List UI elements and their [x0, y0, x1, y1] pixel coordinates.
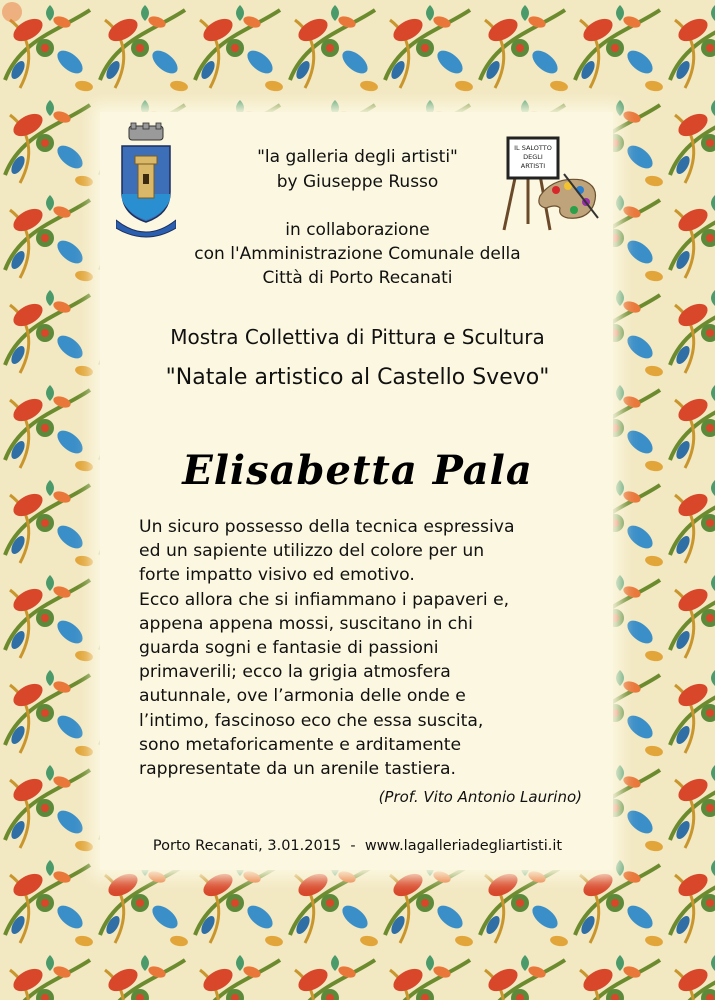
collaboration-line-3: Città di Porto Recanati	[262, 268, 453, 288]
exhibition-type: Mostra Collettiva di Pittura e Scultura	[170, 325, 545, 349]
collaboration-line-1: in collaborazione	[285, 220, 430, 240]
review-line: primaverili; ecco la grigia atmosfera	[139, 662, 451, 683]
gallery-name: "la galleria degli artisti"	[257, 147, 458, 167]
review-line: sono metaforicamente e arditamente	[139, 734, 462, 755]
review-line: rappresentate da un arenile tastiera.	[139, 759, 456, 780]
review-text	[139, 515, 609, 781]
review-line: Un sicuro possesso della tecnica espressiva	[139, 517, 515, 537]
review-line: Ecco allora che si infiammano i papaveri e,	[139, 589, 510, 610]
review-line: autunnale, ove l’armonia delle onde e	[139, 686, 466, 707]
exhibition-name: "Natale artistico al Castello Svevo"	[165, 365, 550, 390]
review-line: ed un sapiente utilizzo del colore per un	[139, 541, 485, 562]
easel-sign-line-2: DEGLI	[523, 153, 543, 161]
review-line: forte impatto visivo ed emotivo.	[139, 565, 415, 586]
artist-name: Elisabetta Pala	[182, 447, 533, 494]
easel-sign-line-3: ARTISTI	[520, 162, 546, 170]
review-line: guarda sogni e fantasie di passioni	[139, 638, 439, 659]
gallery-owner: by Giuseppe Russo	[276, 172, 439, 192]
review-line: l’intimo, fascinoso eco che essa suscita,	[139, 710, 484, 731]
easel-sign-line-1: IL SALOTTO	[514, 144, 552, 152]
footer-place-date-website: Porto Recanati, 3.01.2015 - www.lagalleriadegliartisti.it	[152, 838, 563, 854]
review-line: appena appena mossi, suscitano in chi	[139, 613, 473, 634]
critic-signature: (Prof. Vito Antonio Laurino)	[378, 788, 582, 806]
collaboration-line-2: con l'Amministrazione Comunale della	[194, 244, 521, 264]
